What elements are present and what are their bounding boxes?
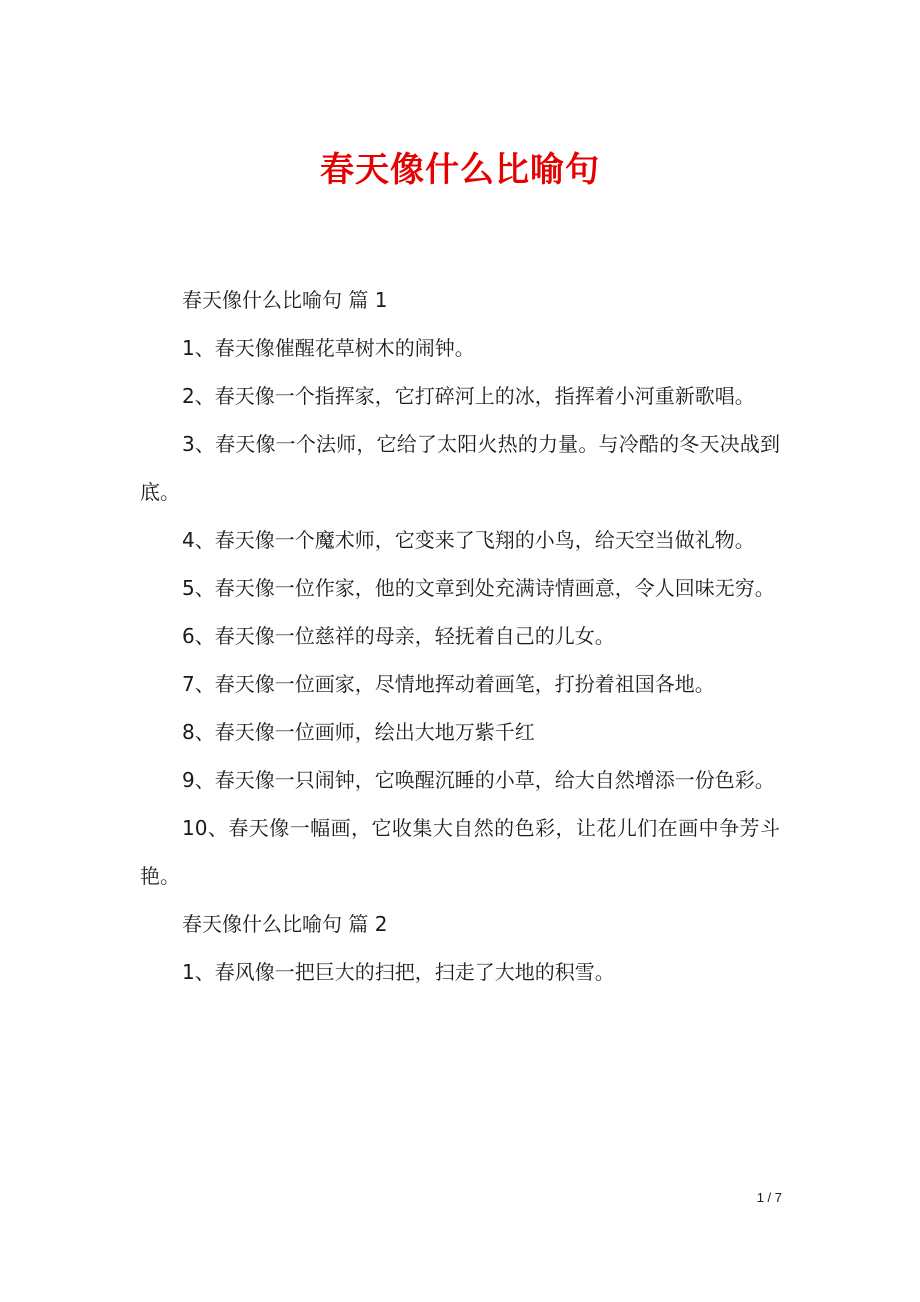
list-item: 5、春天像一位作家，他的文章到处充满诗情画意，令人回味无穷。 [182, 576, 775, 600]
list-item: 4、春天像一个魔术师，它变来了飞翔的小鸟，给天空当做礼物。 [182, 528, 755, 552]
page-number: 1 / 7 [756, 1190, 782, 1205]
section-heading-2: 春天像什么比喻句 篇 2 [182, 912, 388, 936]
list-item: 1、春天像催醒花草树木的闹钟。 [182, 336, 475, 360]
list-item: 1、春风像一把巨大的扫把，扫走了大地的积雪。 [182, 960, 615, 984]
list-item: 6、春天像一位慈祥的母亲，轻抚着自己的儿女。 [182, 624, 615, 648]
list-item: 8、春天像一位画师，绘出大地万紫千红 [182, 720, 535, 744]
list-item: 3、春天像一个法师，它给了太阳火热的力量。与冷酷的冬天决战到底。 [140, 432, 780, 504]
section-heading-1: 春天像什么比喻句 篇 1 [182, 288, 388, 312]
document-body [140, 276, 780, 996]
list-item: 7、春天像一位画家，尽情地挥动着画笔，打扮着祖国各地。 [182, 672, 715, 696]
document-title: 春天像什么比喻句 [320, 150, 600, 190]
list-item: 9、春天像一只闹钟，它唤醒沉睡的小草，给大自然增添一份色彩。 [182, 768, 775, 792]
list-item: 10、春天像一幅画，它收集大自然的色彩，让花儿们在画中争芳斗艳。 [140, 816, 780, 888]
list-item: 2、春天像一个指挥家，它打碎河上的冰，指挥着小河重新歌唱。 [182, 384, 755, 408]
